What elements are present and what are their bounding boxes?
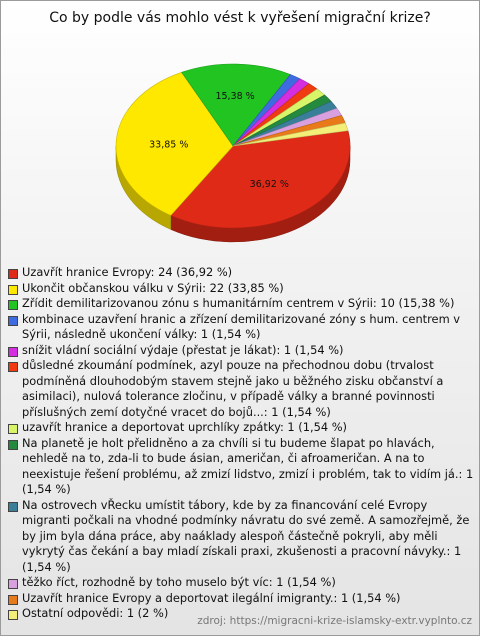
legend-item — [8, 498, 474, 576]
legend-swatch — [8, 269, 18, 279]
legend-label: snížit vládní sociální výdaje (přestat je lákat): 1 (1,54 %) — [22, 342, 344, 357]
legend-swatch — [8, 440, 18, 450]
legend-item — [8, 343, 474, 359]
legend-item — [8, 265, 474, 281]
legend-item — [8, 575, 474, 591]
legend-swatch — [8, 579, 18, 589]
legend-item — [8, 420, 474, 436]
legend-label: Uzavřít hranice Evropy: 24 (36,92 %) — [22, 265, 233, 279]
pie-chart — [0, 0, 480, 262]
legend-swatch — [8, 424, 18, 434]
legend-label: Na planetě je holt přelidněno a za chvíli si tu budeme šlapat po hlavách, nehledě na to, zda-li to bude ásian, američan, či afroameričan. A na to neexistuje řešení problému, až zmizí lidstvo, zmizí i problém, tak to vidím já.: 1 (1,54 %) — [22, 435, 474, 496]
legend-item — [8, 281, 474, 297]
legend-label: Ostatní odpovědi: 1 (2 %) — [22, 606, 169, 620]
legend-item — [8, 296, 474, 312]
legend-label: Ukončit občanskou válku v Sýrii: 22 (33,85 %) — [22, 280, 284, 295]
legend-swatch — [8, 316, 18, 326]
legend-label: Uzavřít hranice Evropy a deportovat ilegální imigranty.: 1 (1,54 %) — [22, 590, 401, 605]
legend-label: Zřídit demilitarizovanou zónu s humanitárním centrem v Sýrii: 10 (15,38 %) — [22, 296, 455, 310]
legend-swatch — [8, 502, 18, 512]
legend-swatch — [8, 347, 18, 357]
legend-label: kombinace uzavření hranic a zřízení demilitarizované zóny s hum. centrem v Sýrii, následně ukončení války: 1 (1,54 %) — [22, 311, 461, 341]
legend-label: důsledné zkoumání podmínek, azyl pouze na přechodnou dobu (trvalost podmíněná dlouhodobým stavem stejně jako u běžného zisku občanství a asimilaci), nulová tolerance zločinu, v případě války a branné povinnosti příslušných zemí dotyčné vracet do bojů...: 1 (1,54 %) — [22, 358, 444, 419]
legend-item — [8, 358, 474, 420]
legend-label: těžko říct, rozhodně by toho muselo být víc: 1 (1,54 %) — [22, 575, 336, 589]
legend-item — [8, 312, 474, 343]
source-note: zdroj: https://migracni-krize-islamsky-extr.vyplnto.cz — [197, 615, 472, 627]
slice-percent-label: 33,85 % — [149, 139, 189, 151]
slice-percent-label: 36,92 % — [249, 179, 289, 191]
legend-item — [8, 436, 474, 498]
legend-label: Na ostrovech vŘecku umístit tábory, kde by za financování celé Evropy migranti počkali na vhodné podmínky návratu do své země. A samozřejmě, že by jim byla dána práce, aby naáklady alespoň částečně pokryli, aby měli vykrytý čas čekání a bay mladí získali praxi, zkušenosti a pracovní návyky.: 1 (1,54 %) — [22, 497, 470, 574]
legend — [8, 265, 474, 622]
slice-percent-label: 15,38 % — [215, 91, 255, 103]
legend-item — [8, 591, 474, 607]
legend-swatch — [8, 362, 18, 372]
legend-label: uzavřít hranice a deportovat uprchlíky zpátky: 1 (1,54 %) — [22, 420, 347, 434]
legend-swatch — [8, 595, 18, 605]
chart-title: Co by podle vás mohlo vést k vyřešení migrační krize? — [49, 10, 431, 26]
legend-swatch — [8, 610, 18, 620]
legend-swatch — [8, 300, 18, 310]
legend-swatch — [8, 285, 18, 295]
